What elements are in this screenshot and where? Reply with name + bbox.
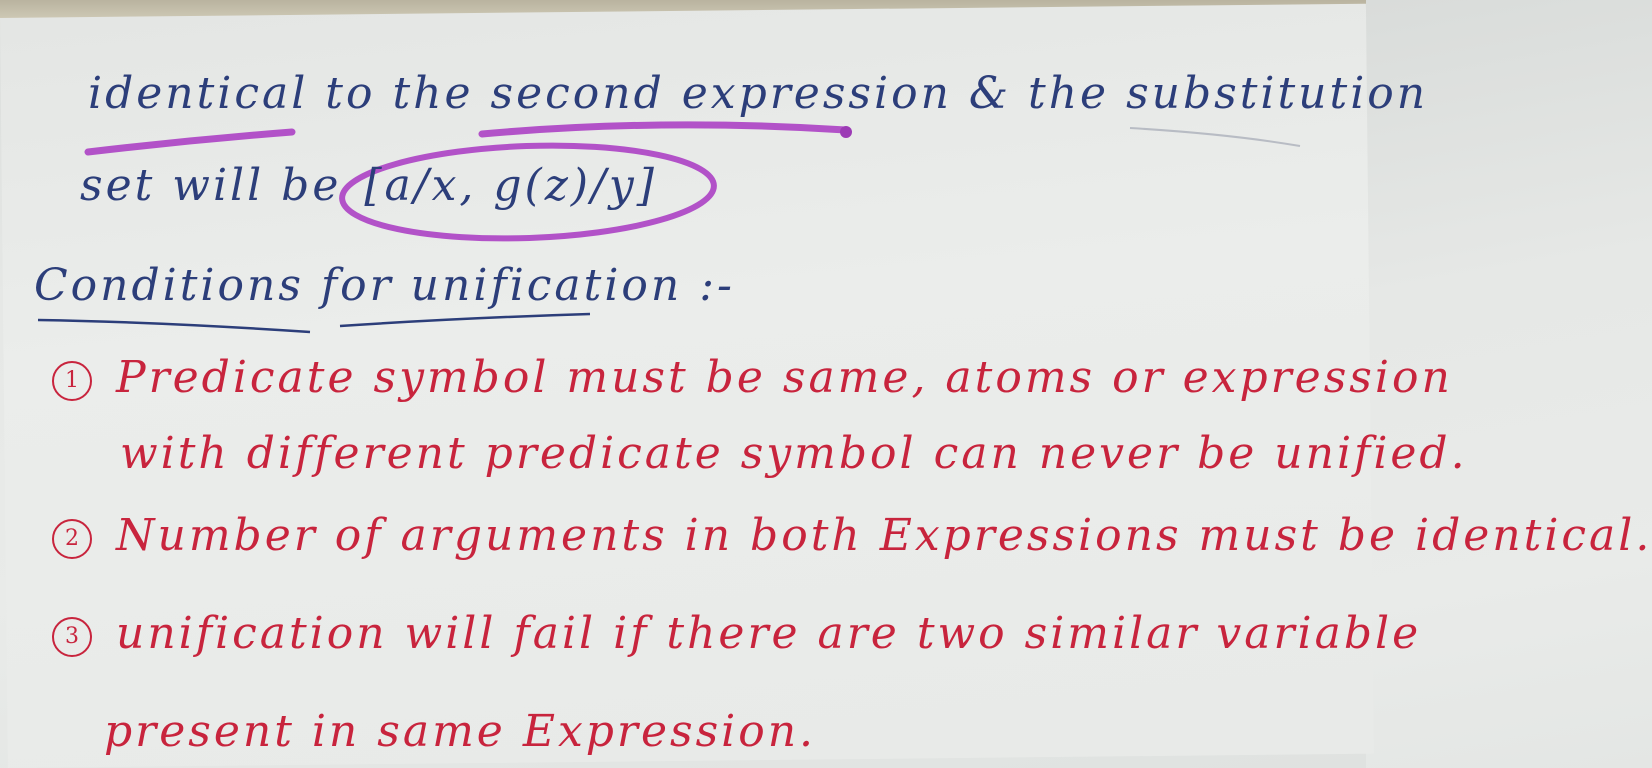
condition-1-line-1: [52, 352, 1453, 403]
highlighter-dot: [840, 126, 852, 138]
condition-3-text-1: unification will fail if there are two similar variable: [116, 608, 1422, 659]
underline-unification: [340, 314, 590, 326]
underline-conditions: [38, 320, 310, 332]
condition-2-number: 2: [52, 519, 92, 559]
faint-arrow: [1130, 128, 1300, 146]
heading-conditions-for-unification: Conditions for unification :-: [34, 260, 735, 311]
condition-1-text-1: Predicate symbol must be same, atoms or expression: [116, 352, 1453, 403]
condition-3-line-2: present in same Expression.: [104, 706, 817, 757]
condition-1-line-2: with different predicate symbol can never be unified.: [120, 428, 1468, 479]
underline-identical: [88, 132, 292, 152]
condition-3-line-1: [52, 608, 1421, 659]
condition-1-number: 1: [52, 361, 92, 401]
condition-2-text-1: Number of arguments in both Expressions must be identical.: [116, 510, 1652, 561]
condition-3-number: 3: [52, 617, 92, 657]
line-substitution-set: [80, 160, 663, 211]
line-identical-expression: identical to the second expression & the substitution: [88, 68, 1429, 119]
underline-second-expression: [482, 125, 846, 134]
substitution-prefix: set will be: [80, 160, 342, 211]
condition-2-line-1: [52, 510, 1652, 561]
substitution-set-value: [a/x, g(z)/y]: [364, 160, 657, 211]
